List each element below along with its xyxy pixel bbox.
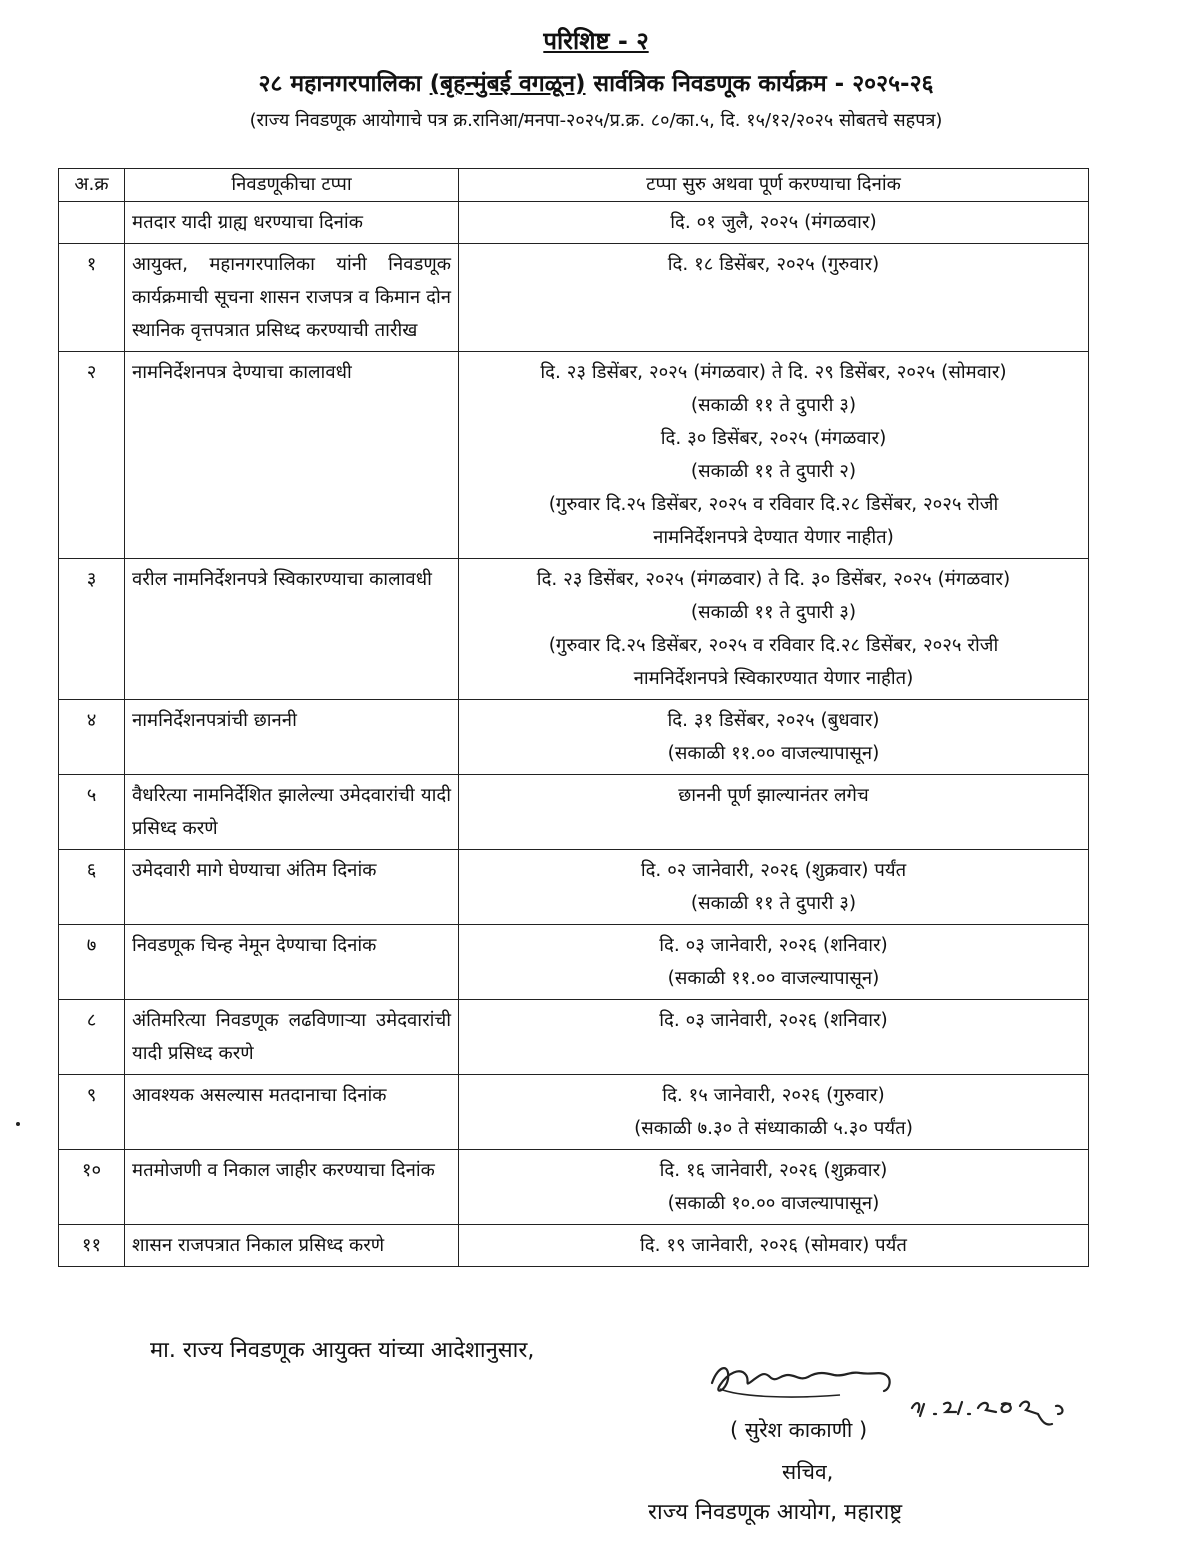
table-row: [59, 925, 1089, 1000]
table-body: [59, 202, 1089, 1267]
stage-cell: नामनिर्देशनपत्र देण्याचा कालावधी: [125, 352, 459, 559]
header-serial: अ.क्र: [59, 169, 125, 202]
date-line: दि. ३० डिसेंबर, २०२५ (मंगळवार): [660, 428, 887, 449]
table-row: [59, 1225, 1089, 1267]
table-row: [59, 1150, 1089, 1225]
date-cell: [459, 700, 1089, 775]
serial-cell: १०: [59, 1150, 125, 1225]
date-line: (सकाळी ११ ते दुपारी ३): [690, 893, 857, 914]
date-cell: [459, 1075, 1089, 1150]
serial-cell: ११: [59, 1225, 125, 1267]
date-line: दि. १८ डिसेंबर, २०२५ (गुरुवार): [667, 254, 880, 275]
date-cell: [459, 850, 1089, 925]
date-line: (सकाळी ७.३० ते संध्याकाळी ५.३० पर्यंत): [634, 1118, 913, 1139]
date-line: दि. ०१ जुलै, २०२५ (मंगळवार): [670, 212, 877, 233]
serial-cell: ५: [59, 775, 125, 850]
date-line: दि. ३१ डिसेंबर, २०२५ (बुधवार): [667, 710, 880, 731]
date-line: दि. २३ डिसेंबर, २०२५ (मंगळवार) ते दि. २९ डिसेंबर, २०२५ (सोमवार): [540, 362, 1007, 383]
serial-cell: ४: [59, 700, 125, 775]
date-line: दि. ०३ जानेवारी, २०२६ (शनिवार): [659, 935, 888, 956]
date-cell: [459, 775, 1089, 850]
table-row: [59, 850, 1089, 925]
table-row: [59, 352, 1089, 559]
reference-line: (राज्य निवडणूक आयोगाचे पत्र क्र.रानिआ/मनपा-२०२५/प्र.क्र. ८०/का.५, दि. १५/१२/२०२५ सोबतचे सहपत्र): [249, 110, 943, 131]
header-stage: निवडणूकीचा टप्पा: [125, 169, 459, 202]
signatory-name: ( सुरेश काकाणी ): [730, 1418, 868, 1442]
stage-cell: शासन राजपत्रात निकाल प्रसिध्द करणे: [125, 1225, 459, 1267]
date-cell: [459, 352, 1089, 559]
serial-cell: [59, 202, 125, 244]
stage-cell: अंतिमरित्या निवडणूक लढविणाऱ्या उमेदवारांची यादी प्रसिध्द करणे: [125, 1000, 459, 1075]
date-cell: [459, 559, 1089, 700]
date-line: (सकाळी ११.०० वाजल्यापासून): [667, 743, 880, 764]
order-line: मा. राज्य निवडणूक आयुक्त यांच्या आदेशानुसार,: [150, 1338, 535, 1363]
stage-cell: वैधरित्या नामनिर्देशित झालेल्या उमेदवारांची यादी प्रसिध्द करणे: [125, 775, 459, 850]
date-line: (सकाळी १०.०० वाजल्यापासून): [667, 1193, 880, 1214]
date-cell: [459, 244, 1089, 352]
title-suffix: सार्वत्रिक निवडणूक कार्यक्रम - २०२५-२६: [585, 71, 934, 97]
title-prefix: २८ महानगरपालिका: [258, 71, 430, 97]
date-line: छाननी पूर्ण झाल्यानंतर लगेच: [678, 785, 869, 806]
date-line: दि. ०३ जानेवारी, २०२६ (शनिवार): [659, 1010, 888, 1031]
table-row: [59, 775, 1089, 850]
table-row: [59, 202, 1089, 244]
date-line: दि. १९ जानेवारी, २०२६ (सोमवार) पर्यंत: [640, 1235, 907, 1256]
header-date: टप्पा सुरु अथवा पूर्ण करण्याचा दिनांक: [459, 169, 1089, 202]
date-line: दि. १६ जानेवारी, २०२६ (शुक्रवार): [659, 1160, 888, 1181]
serial-cell: ६: [59, 850, 125, 925]
serial-cell: ७: [59, 925, 125, 1000]
signature-scribble: [700, 1345, 910, 1405]
serial-cell: २: [59, 352, 125, 559]
serial-cell: १: [59, 244, 125, 352]
date-line: (सकाळी ११ ते दुपारी २): [690, 461, 857, 482]
stage-cell: निवडणूक चिन्ह नेमून देण्याचा दिनांक: [125, 925, 459, 1000]
serial-cell: ९: [59, 1075, 125, 1150]
date-cell: [459, 202, 1089, 244]
table-row: [59, 1000, 1089, 1075]
date-line: (सकाळी ११ ते दुपारी ३): [690, 602, 857, 623]
scan-speck: [16, 1122, 20, 1126]
date-cell: [459, 925, 1089, 1000]
date-line: (गुरुवार दि.२५ डिसेंबर, २०२५ व रविवार दि.२८ डिसेंबर, २०२५ रोजी: [548, 494, 999, 515]
date-line: दि. १५ जानेवारी, २०२६ (गुरुवार): [662, 1085, 885, 1106]
stage-cell: मतदार यादी ग्राह्य धरण्याचा दिनांक: [125, 202, 459, 244]
date-cell: [459, 1000, 1089, 1075]
stage-cell: उमेदवारी मागे घेण्याचा अंतिम दिनांक: [125, 850, 459, 925]
document-title: [0, 66, 1192, 98]
stage-cell: वरील नामनिर्देशनपत्रे स्विकारण्याचा कालावधी: [125, 559, 459, 700]
stage-cell: आवश्यक असल्यास मतदानाचा दिनांक: [125, 1075, 459, 1150]
signatory-organization: राज्य निवडणूक आयोग, महाराष्ट्र: [648, 1500, 903, 1525]
table-header-row: [59, 169, 1089, 202]
table-row: [59, 700, 1089, 775]
date-line: दि. ०२ जानेवारी, २०२६ (शुक्रवार) पर्यंत: [640, 860, 907, 881]
table-row: [59, 559, 1089, 700]
table-row: [59, 1075, 1089, 1150]
date-cell: [459, 1225, 1089, 1267]
date-line: (गुरुवार दि.२५ डिसेंबर, २०२५ व रविवार दि.२८ डिसेंबर, २०२५ रोजी: [548, 635, 999, 656]
schedule-table: [58, 168, 1089, 1267]
handwritten-date: [906, 1392, 1091, 1432]
stage-cell: नामनिर्देशनपत्रांची छाननी: [125, 700, 459, 775]
table-row: [59, 244, 1089, 352]
date-line: दि. २३ डिसेंबर, २०२५ (मंगळवार) ते दि. ३० डिसेंबर, २०२५ (मंगळवार): [536, 569, 1011, 590]
serial-cell: ८: [59, 1000, 125, 1075]
date-line: नामनिर्देशनपत्रे स्विकारण्यात येणार नाहीत): [633, 668, 914, 689]
annex-heading: परिशिष्ट - २: [543, 27, 649, 55]
date-line: नामनिर्देशनपत्रे देण्यात येणार नाहीत): [653, 527, 894, 548]
stage-cell: मतमोजणी व निकाल जाहीर करण्याचा दिनांक: [125, 1150, 459, 1225]
signatory-designation: सचिव,: [782, 1460, 834, 1484]
date-cell: [459, 1150, 1089, 1225]
date-line: (सकाळी ११ ते दुपारी ३): [690, 395, 857, 416]
title-underlined: (बृहन्मुंबई वगळून): [429, 71, 586, 97]
stage-cell: आयुक्त, महानगरपालिका यांनी निवडणूक कार्यक्रमाची सूचना शासन राजपत्र व किमान दोन स्थानिक वृत्तपत्रात प्रसिध्द करण्याची तारीख: [125, 244, 459, 352]
serial-cell: ३: [59, 559, 125, 700]
date-line: (सकाळी ११.०० वाजल्यापासून): [667, 968, 880, 989]
